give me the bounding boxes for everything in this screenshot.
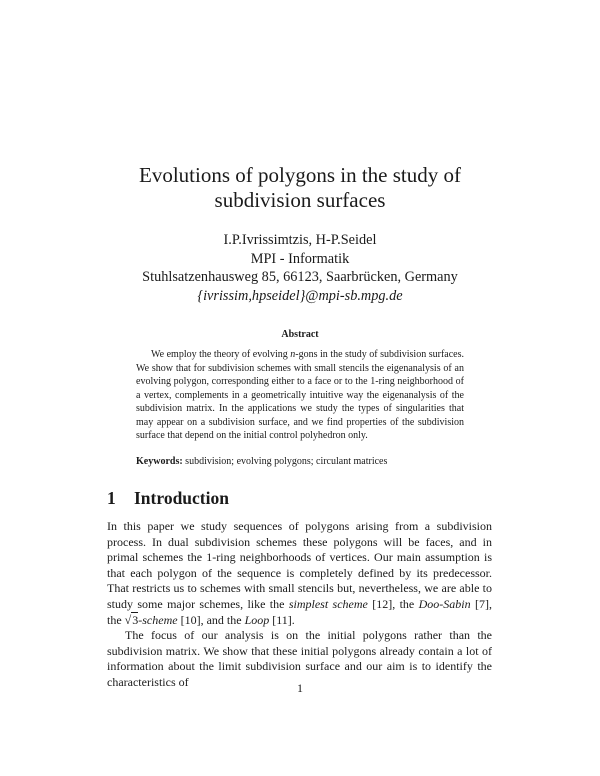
sqrt-sign: √ — [124, 612, 132, 627]
keywords — [136, 455, 464, 469]
page-number: 1 — [297, 681, 303, 695]
section-number: 1 — [107, 488, 116, 508]
abstract-text-part-2: -gons in the study of subdivision surfaces. We show that for subdivision schemes with small stencils the eigenanalysis of an evolving polygon, corresponding either to a face or to the 1-ring neighborhood of a vertex, complements in a geometrically intuitive way the eigenanalysis of the subdivision matrix. In the applications we study the types of singularities that may appear on a subdivision surface, and we find properties of the subdivision surface that depend on the initial control polyhedron only. — [136, 349, 464, 441]
abstract-text-part-1: We employ the theory of evolving — [151, 349, 291, 360]
author-block — [100, 231, 500, 305]
section-title: Introduction — [134, 488, 229, 508]
loop-term: Loop — [244, 612, 270, 627]
sqrt3-scheme-suffix: -scheme — [138, 612, 178, 627]
doo-sabin-term: Doo-Sabin — [418, 596, 471, 611]
intro-p1-text-c: [7], the — [107, 596, 493, 627]
abstract-n-symbol: n — [290, 349, 296, 360]
intro-p1-text-a: In this paper we study sequences of polygons arising from a subdivision process. In dual subdivision schemes these polygons will be faces, and in primal schemes the 1-ring neighborhoods of vertices. Our main assumption is that each polygon of the sequence is completely defined by its predecessor. That restricts us to schemes with small stencils but, nevertheless, we are able to study some major schemes, like the — [107, 519, 492, 611]
title-line-1: Evolutions of polygons in the study of — [139, 163, 461, 187]
intro-p1-text-b: [12], the — [367, 596, 419, 611]
intro-paragraph-1 — [107, 519, 492, 628]
title-line-2: subdivision surfaces — [214, 188, 386, 212]
intro-p1-text-d: [10], and the — [177, 612, 245, 627]
author-address: Stuhlsatzenhausweg 85, 66123, Saarbrücken, Germany — [142, 269, 458, 285]
abstract-heading: Abstract — [281, 329, 319, 340]
sqrt-argument: 3 — [132, 612, 139, 627]
section-heading — [107, 488, 229, 509]
paper-title — [100, 163, 500, 213]
author-affiliation: MPI - Informatik — [250, 250, 350, 267]
keywords-list: subdivision; evolving polygons; circulant matrices — [182, 456, 388, 467]
introduction-body — [107, 519, 492, 691]
intro-p1-text-e: [11]. — [269, 612, 295, 627]
author-names: I.P.Ivrissimtzis, H-P.Seidel — [223, 232, 377, 248]
keywords-label: Keywords: — [136, 456, 183, 467]
author-email: {ivrissim,hpseidel}@mpi-sb.mpg.de — [197, 287, 403, 304]
abstract-text — [136, 348, 464, 443]
sqrt3-scheme-term — [125, 612, 178, 627]
intro-paragraph-2: The focus of our analysis is on the initial polygons rather than the subdivision matrix. We show that these initial polygons already contain a lot of information about the limit subdivision surface and our aim is to identify the characteristics of — [107, 628, 492, 689]
simplest-scheme-term: simplest scheme — [288, 596, 368, 611]
